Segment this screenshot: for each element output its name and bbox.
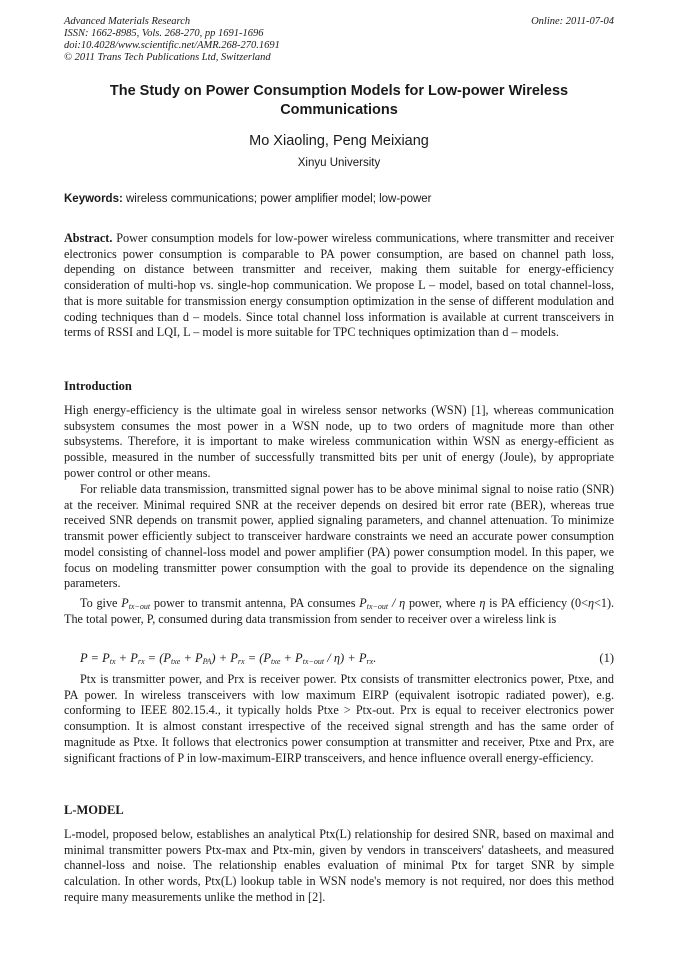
- abstract-label: Abstract.: [64, 231, 113, 245]
- authors: Mo Xiaoling, Peng Meixiang: [249, 133, 429, 149]
- math-ptx-out: $P_{tx-out}$: [121, 596, 151, 611]
- copyright-line: © 2011 Trans Tech Publications Ltd, Switzerland: [64, 52, 271, 63]
- online-date: Online: 2011-07-04: [531, 16, 614, 27]
- abstract: [64, 231, 614, 341]
- math-eta: η: [479, 596, 486, 610]
- equation-body: $P = P_{tx} + P_{rx} = (P_{txe} + P_{PA}) + P_{rx} = (P_{txe} + P_{tx-out} / \eta) + P_{rx}$.: [80, 651, 377, 666]
- title-line-1: The Study on Power Consumption Models for Low-power Wireless: [109, 83, 569, 99]
- equation-1: [80, 651, 614, 666]
- affiliation: Xinyu University: [297, 157, 381, 169]
- abstract-text: Power consumption models for low-power wireless communications, where transmitter and receiver electronics power consumption is comparable to PA power consumption, are based on channel path loss, depending on distance between transmitter and receiver, making them suitable for energy-efficiency consideration of multi-hop vs. single-hop communication. We propose L – model, based on total channel-loss, that is more suitable for transmission energy consumption optimization in the sense of different modulation and coding techniques than d – models. Since total channel loss information is available at current transceivers in terms of RSSI and LQI, L – model is more suitable for TPC techniques optimization than d – models.: [64, 231, 615, 340]
- issn-line: ISSN: 1662-8985, Vols. 268-270, pp 1691-1696: [64, 28, 264, 39]
- lmodel-heading: L-MODEL: [64, 803, 124, 817]
- intro-paragraph-4: Ptx is transmitter power, and Prx is receiver power. Ptx consists of transmitter electronics power, Ptxe, and PA power. In wireless transceivers with low maximum EIRP (equivalent isotropic radiated power), e.g. conforming to IEEE 802.15.4., it typically holds Ptxe > Ptx-out. Prx is equal to receiver electronics power consumption. It is almost constant irrespective of the received signal strength and has the same order of magnitude as Ptxe. It follows that electronics power consumption at transmitter and receiver, Ptxe and Prx, are significant fractions of P in low-maximum-EIRP transceivers, and hence influence overall energy-efficiency.: [64, 672, 614, 765]
- intro-paragraph-3: To give $P_{tx-out}$ power to transmit antenna, PA consumes $P_{tx-out}$ / η power, where η is PA efficiency (0<η<1). The total power, P, consumed during data transmission from sender to receiver over a wireless link is: [64, 596, 615, 626]
- intro-paragraph-1: High energy-efficiency is the ultimate goal in wireless sensor networks (WSN) [1], whereas communication subsystem consumes the most power in a WSN node, up to two orders of magnitude more than other subsystems. Therefore, it is important to make wireless communication within WSN as energy-efficient as possible, measured in the number of successfully transmitted bits per unit of energy (Joule), by appropriate power control or other means.: [64, 403, 614, 480]
- keywords-text: wireless communications; power amplifier model; low-power: [126, 193, 432, 205]
- doi-line: doi:10.4028/www.scientific.net/AMR.268-270.1691: [64, 40, 280, 51]
- introduction-heading: Introduction: [64, 379, 132, 393]
- lmodel-paragraph-1: L-model, proposed below, establishes an analytical Ptx(L) relationship for desired SNR, based on maximal and minimal transmitter powers Ptx-max and Ptx-min, given by vendors in transceivers' datasheets, and measured channel-loss and noise. The relationship enables evaluation of minimal Ptx for target SNR by simple calculation. In other words, Ptx(L) lookup table in WSN node's memory is not required, nor does this method require many measurements unlike the method in [2].: [64, 827, 614, 904]
- journal-name: Advanced Materials Research: [64, 16, 191, 27]
- keywords: [64, 193, 432, 205]
- math-ptx-out-over-eta: $P_{tx-out}$ / η: [359, 596, 406, 611]
- intro-paragraph-2: For reliable data transmission, transmitted signal power has to be above minimal signal to noise ratio (SNR) at the receiver. Minimal required SNR at the receiver depends on desired bit error rate (BER), whereas true received SNR depends on transmit power, applied signaling parameters, and channel attenuation. To minimize transmit power efficiently subject to transceiver hardware constraints we need an accurate power consumption model consisting of channel-loss model and power amplifier (PA) power consumption model. In this paper, we focus on modeling transmitter power consumption with the goal to provide its dependence on the signaling parameters.: [64, 482, 614, 591]
- paper-title: [64, 82, 614, 119]
- equation-number: (1): [599, 651, 614, 665]
- keywords-label: Keywords:: [64, 193, 123, 205]
- title-line-2: Communications: [280, 101, 398, 118]
